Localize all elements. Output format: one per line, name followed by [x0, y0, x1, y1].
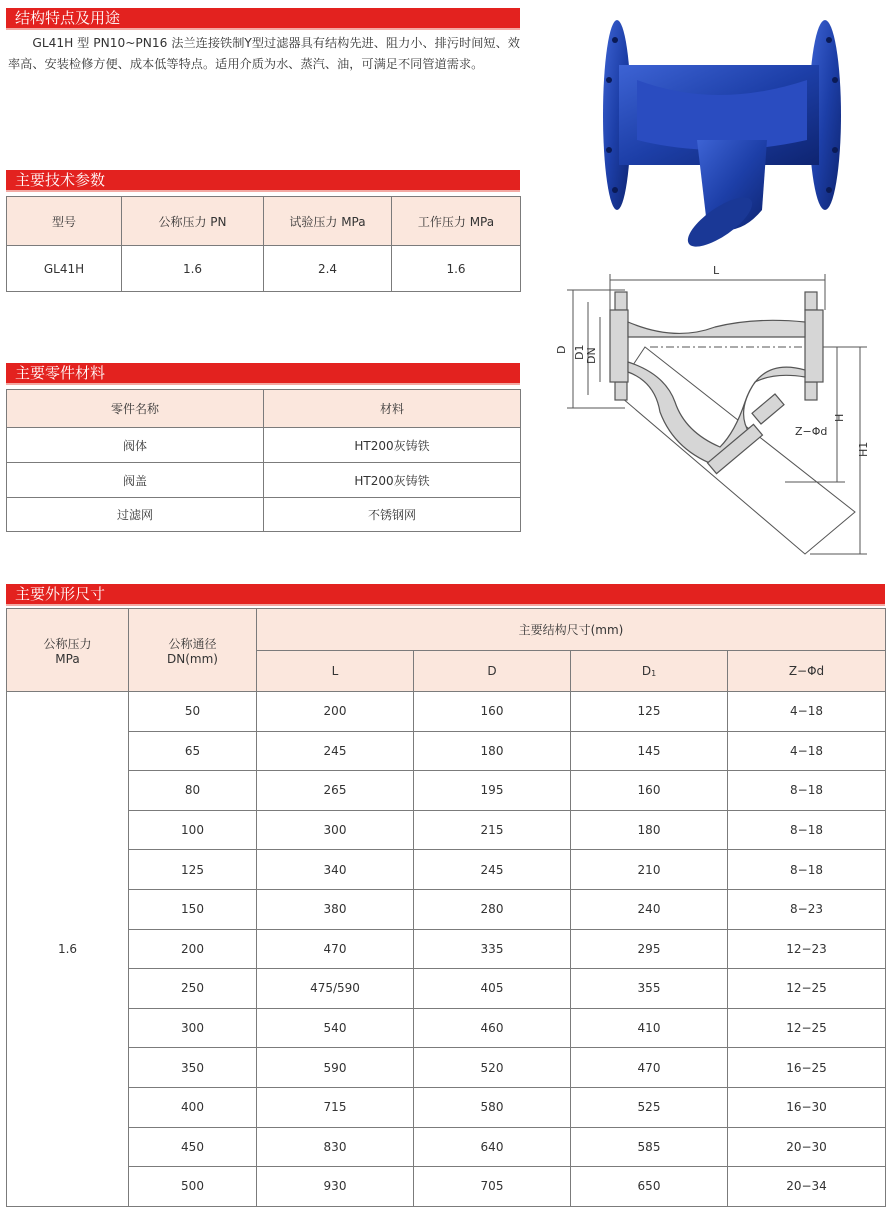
- dims-cell-dn: 125: [129, 850, 257, 890]
- dims-cell-L: 830: [257, 1127, 414, 1167]
- dims-cell-Zd: 8−18: [728, 850, 886, 890]
- dims-cell-D: 640: [414, 1127, 571, 1167]
- materials-material: HT200灰铸铁: [264, 428, 521, 463]
- dims-cell-Zd: 4−18: [728, 731, 886, 771]
- dims-cell-dn: 100: [129, 810, 257, 850]
- dims-cell-D1: 295: [571, 929, 728, 969]
- features-description: GL41H 型 PN10~PN16 法兰连接铁制Y型过滤器具有结构先进、阻力小、排污时间短、效率高、安装检修方便、成本低等特点。适用介质为水、蒸汽、油，可满足不同管道需求。: [8, 36, 520, 71]
- dims-cell-D: 705: [414, 1167, 571, 1207]
- dims-header-pressure-label: 公称压力: [43, 636, 92, 651]
- dims-cell-D1: 355: [571, 969, 728, 1009]
- dims-cell-dn: 350: [129, 1048, 257, 1088]
- dims-cell-L: 930: [257, 1167, 414, 1207]
- dims-cell-dn: 65: [129, 731, 257, 771]
- materials-header-material: 材料: [264, 390, 521, 428]
- dims-pressure-value: 1.6: [7, 692, 129, 1207]
- dims-cell-L: 380: [257, 889, 414, 929]
- dims-header-Zd: Z−Φd: [728, 651, 886, 692]
- dims-cell-dn: 450: [129, 1127, 257, 1167]
- label-DN: DN: [585, 347, 598, 364]
- materials-material: 不锈钢网: [264, 498, 521, 532]
- dims-header-pressure-unit: MPa: [55, 651, 80, 666]
- dims-row: [7, 1167, 886, 1207]
- dims-cell-L: 715: [257, 1087, 414, 1127]
- label-H: H: [833, 413, 846, 422]
- dims-cell-Zd: 8−18: [728, 810, 886, 850]
- dims-cell-L: 470: [257, 929, 414, 969]
- dims-header-D1-sub: 1: [651, 669, 657, 678]
- params-nominal-pressure: 1.6: [122, 246, 264, 292]
- params-header-nominal-pressure: 公称压力 PN: [122, 197, 264, 246]
- dims-row: [7, 692, 886, 732]
- materials-part: 阀体: [7, 428, 264, 463]
- dims-header-dn-label: 公称通径: [168, 636, 217, 651]
- dims-cell-D: 405: [414, 969, 571, 1009]
- dims-row: [7, 810, 886, 850]
- dims-cell-Zd: 8−18: [728, 771, 886, 811]
- dims-cell-Zd: 12−25: [728, 1008, 886, 1048]
- dims-header-D1: [571, 651, 728, 692]
- dims-cell-D: 195: [414, 771, 571, 811]
- dims-section-title: 主要外形尺寸: [6, 584, 885, 604]
- dims-cell-Zd: 16−30: [728, 1087, 886, 1127]
- dims-header-D1-main: D: [641, 664, 652, 678]
- dims-cell-D: 160: [414, 692, 571, 732]
- dims-cell-D1: 180: [571, 810, 728, 850]
- dims-cell-D1: 145: [571, 731, 728, 771]
- dims-row: [7, 1048, 886, 1088]
- dims-cell-Zd: 8−23: [728, 889, 886, 929]
- params-section-title: 主要技术参数: [6, 170, 520, 190]
- materials-part: 过滤网: [7, 498, 264, 532]
- materials-part: 阀盖: [7, 463, 264, 498]
- dims-row: [7, 929, 886, 969]
- materials-table: [6, 389, 521, 532]
- dims-cell-Zd: 20−34: [728, 1167, 886, 1207]
- dims-cell-dn: 500: [129, 1167, 257, 1207]
- dims-cell-D1: 650: [571, 1167, 728, 1207]
- dims-cell-L: 265: [257, 771, 414, 811]
- dims-cell-D1: 410: [571, 1008, 728, 1048]
- features-section-title: 结构特点及用途: [6, 8, 520, 28]
- dims-cell-dn: 300: [129, 1008, 257, 1048]
- dims-cell-D: 280: [414, 889, 571, 929]
- dims-cell-dn: 150: [129, 889, 257, 929]
- params-model: GL41H: [7, 246, 122, 292]
- materials-section-title: 主要零件材料: [6, 363, 520, 383]
- dims-cell-D1: 210: [571, 850, 728, 890]
- dims-cell-dn: 50: [129, 692, 257, 732]
- dims-row: [7, 969, 886, 1009]
- dims-cell-D: 335: [414, 929, 571, 969]
- dims-cell-D: 215: [414, 810, 571, 850]
- dims-cell-L: 300: [257, 810, 414, 850]
- dims-header-dn: [129, 609, 257, 692]
- dims-cell-D: 245: [414, 850, 571, 890]
- params-header-working-pressure: 工作压力 MPa: [392, 197, 521, 246]
- label-D1: D1: [573, 344, 586, 360]
- dims-cell-D: 460: [414, 1008, 571, 1048]
- dims-cell-D: 180: [414, 731, 571, 771]
- dims-header-D: D: [414, 651, 571, 692]
- label-D: D: [555, 345, 568, 354]
- label-Zd: Z−Φd: [795, 425, 828, 438]
- dims-table: [6, 608, 886, 1207]
- dims-cell-dn: 250: [129, 969, 257, 1009]
- params-table: [6, 196, 521, 292]
- dims-row: [7, 889, 886, 929]
- dims-cell-Zd: 4−18: [728, 692, 886, 732]
- dims-cell-L: 540: [257, 1008, 414, 1048]
- params-header-test-pressure: 试验压力 MPa: [264, 197, 392, 246]
- dims-cell-Zd: 12−25: [728, 969, 886, 1009]
- dims-row: [7, 1087, 886, 1127]
- materials-header-part: 零件名称: [7, 390, 264, 428]
- dims-cell-L: 245: [257, 731, 414, 771]
- dims-cell-D1: 525: [571, 1087, 728, 1127]
- dims-header-pressure: [7, 609, 129, 692]
- dims-row: [7, 850, 886, 890]
- label-H1: H1: [857, 441, 870, 457]
- dims-cell-Zd: 20−30: [728, 1127, 886, 1167]
- params-test-pressure: 2.4: [264, 246, 392, 292]
- dims-cell-L: 340: [257, 850, 414, 890]
- dims-cell-dn: 400: [129, 1087, 257, 1127]
- dims-row: [7, 1008, 886, 1048]
- dims-cell-D1: 585: [571, 1127, 728, 1167]
- dims-cell-D1: 240: [571, 889, 728, 929]
- product-photo: [597, 10, 845, 250]
- dims-cell-D1: 470: [571, 1048, 728, 1088]
- dims-row: [7, 1127, 886, 1167]
- dims-cell-D: 520: [414, 1048, 571, 1088]
- dims-cell-L: 200: [257, 692, 414, 732]
- dims-header-dn-unit: DN(mm): [167, 651, 218, 666]
- dims-cell-dn: 200: [129, 929, 257, 969]
- dims-row: [7, 771, 886, 811]
- materials-material: HT200灰铸铁: [264, 463, 521, 498]
- dims-cell-L: 475/590: [257, 969, 414, 1009]
- params-working-pressure: 1.6: [392, 246, 521, 292]
- dims-row: [7, 731, 886, 771]
- technical-drawing: [555, 262, 885, 562]
- dims-cell-D: 580: [414, 1087, 571, 1127]
- dims-cell-L: 590: [257, 1048, 414, 1088]
- dims-cell-D1: 125: [571, 692, 728, 732]
- dims-cell-dn: 80: [129, 771, 257, 811]
- label-L: L: [713, 264, 720, 277]
- params-header-model: 型号: [7, 197, 122, 246]
- dims-cell-D1: 160: [571, 771, 728, 811]
- dims-cell-Zd: 16−25: [728, 1048, 886, 1088]
- dims-cell-Zd: 12−23: [728, 929, 886, 969]
- dims-header-main: 主要结构尺寸(mm): [257, 609, 886, 651]
- dims-header-L: L: [257, 651, 414, 692]
